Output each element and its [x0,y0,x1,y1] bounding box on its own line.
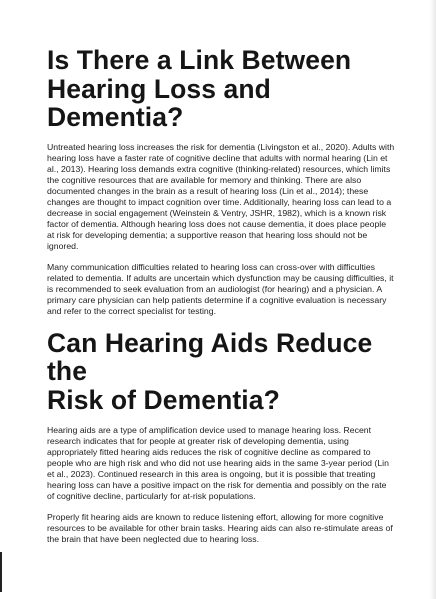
paragraph-hearing-aids-2: Properly fit hearing aids are known to reduce listening effort, allowing for more cognitive resources to be available for other brain tasks. Hearing aids can also re-stimulate areas of the brain that have been neglected due to hearing loss. [47,512,393,544]
heading-line-2: Hearing Loss and Dementia? [47,73,271,132]
section-heading-link [47,46,395,132]
page-content [47,46,395,555]
scan-margin-mark [0,552,2,592]
paragraph-link-1: Untreated hearing loss increases the risk for dementia (Livingston et al., 2020). Adults with hearing loss have a faster rate of cognitive decline that adults with normal hearing (Lin et al., 2013). Hearing loss demands extra cognitive (thinking-related) resources, which limits the cognitive resources that are available for memory and thinking. There are also documented changes in the brain as a result of hearing loss (Lin et al., 2014); these changes are thought to impact cognition over time. Additionally, hearing loss can lead to a decrease in social engagement (Weinstein & Ventry, JSHR, 1982), which is a known risk factor of dementia. Although hearing loss does not cause dementia, it does place people at risk for developing dementia; a supportive reason that hearing loss should not be ignored. [47,141,395,251]
section-heading-hearing-aids [47,329,395,415]
heading-line-2: Risk of Dementia? [47,384,280,415]
paragraph-hearing-aids-1: Hearing aids are a type of amplification device used to manage hearing loss. Recent research indicates that for people at greater risk of developing dementia, using appropriately fitted hearing aids reduces the risk of cognitive decline as compared to people who are high risk and who did not use hearing aids in the same 3-year period (Lin et al., 2023). Continued research in this area is ongoing, but it is possible that treating hearing loss can have a positive impact on the risk for dementia and possibly on the rate of cognitive decline, particularly for at-risk populations. [47,425,389,501]
heading-line-1: Can Hearing Aids Reduce the [47,327,373,386]
heading-line-1: Is There a Link Between [47,45,352,75]
paragraph-link-2: Many communication difficulties related to hearing loss can cross-over with difficulties related to dementia. If adults are uncertain which dysfunction may be causing difficulties, it is recommended to seek evaluation from an audiologist (for hearing) and a physician. A primary care physician can help patients determine if a cognitive evaluation is necessary and refer to the correct specialist for testing. [47,261,394,316]
scan-edge-shadow [430,0,436,599]
